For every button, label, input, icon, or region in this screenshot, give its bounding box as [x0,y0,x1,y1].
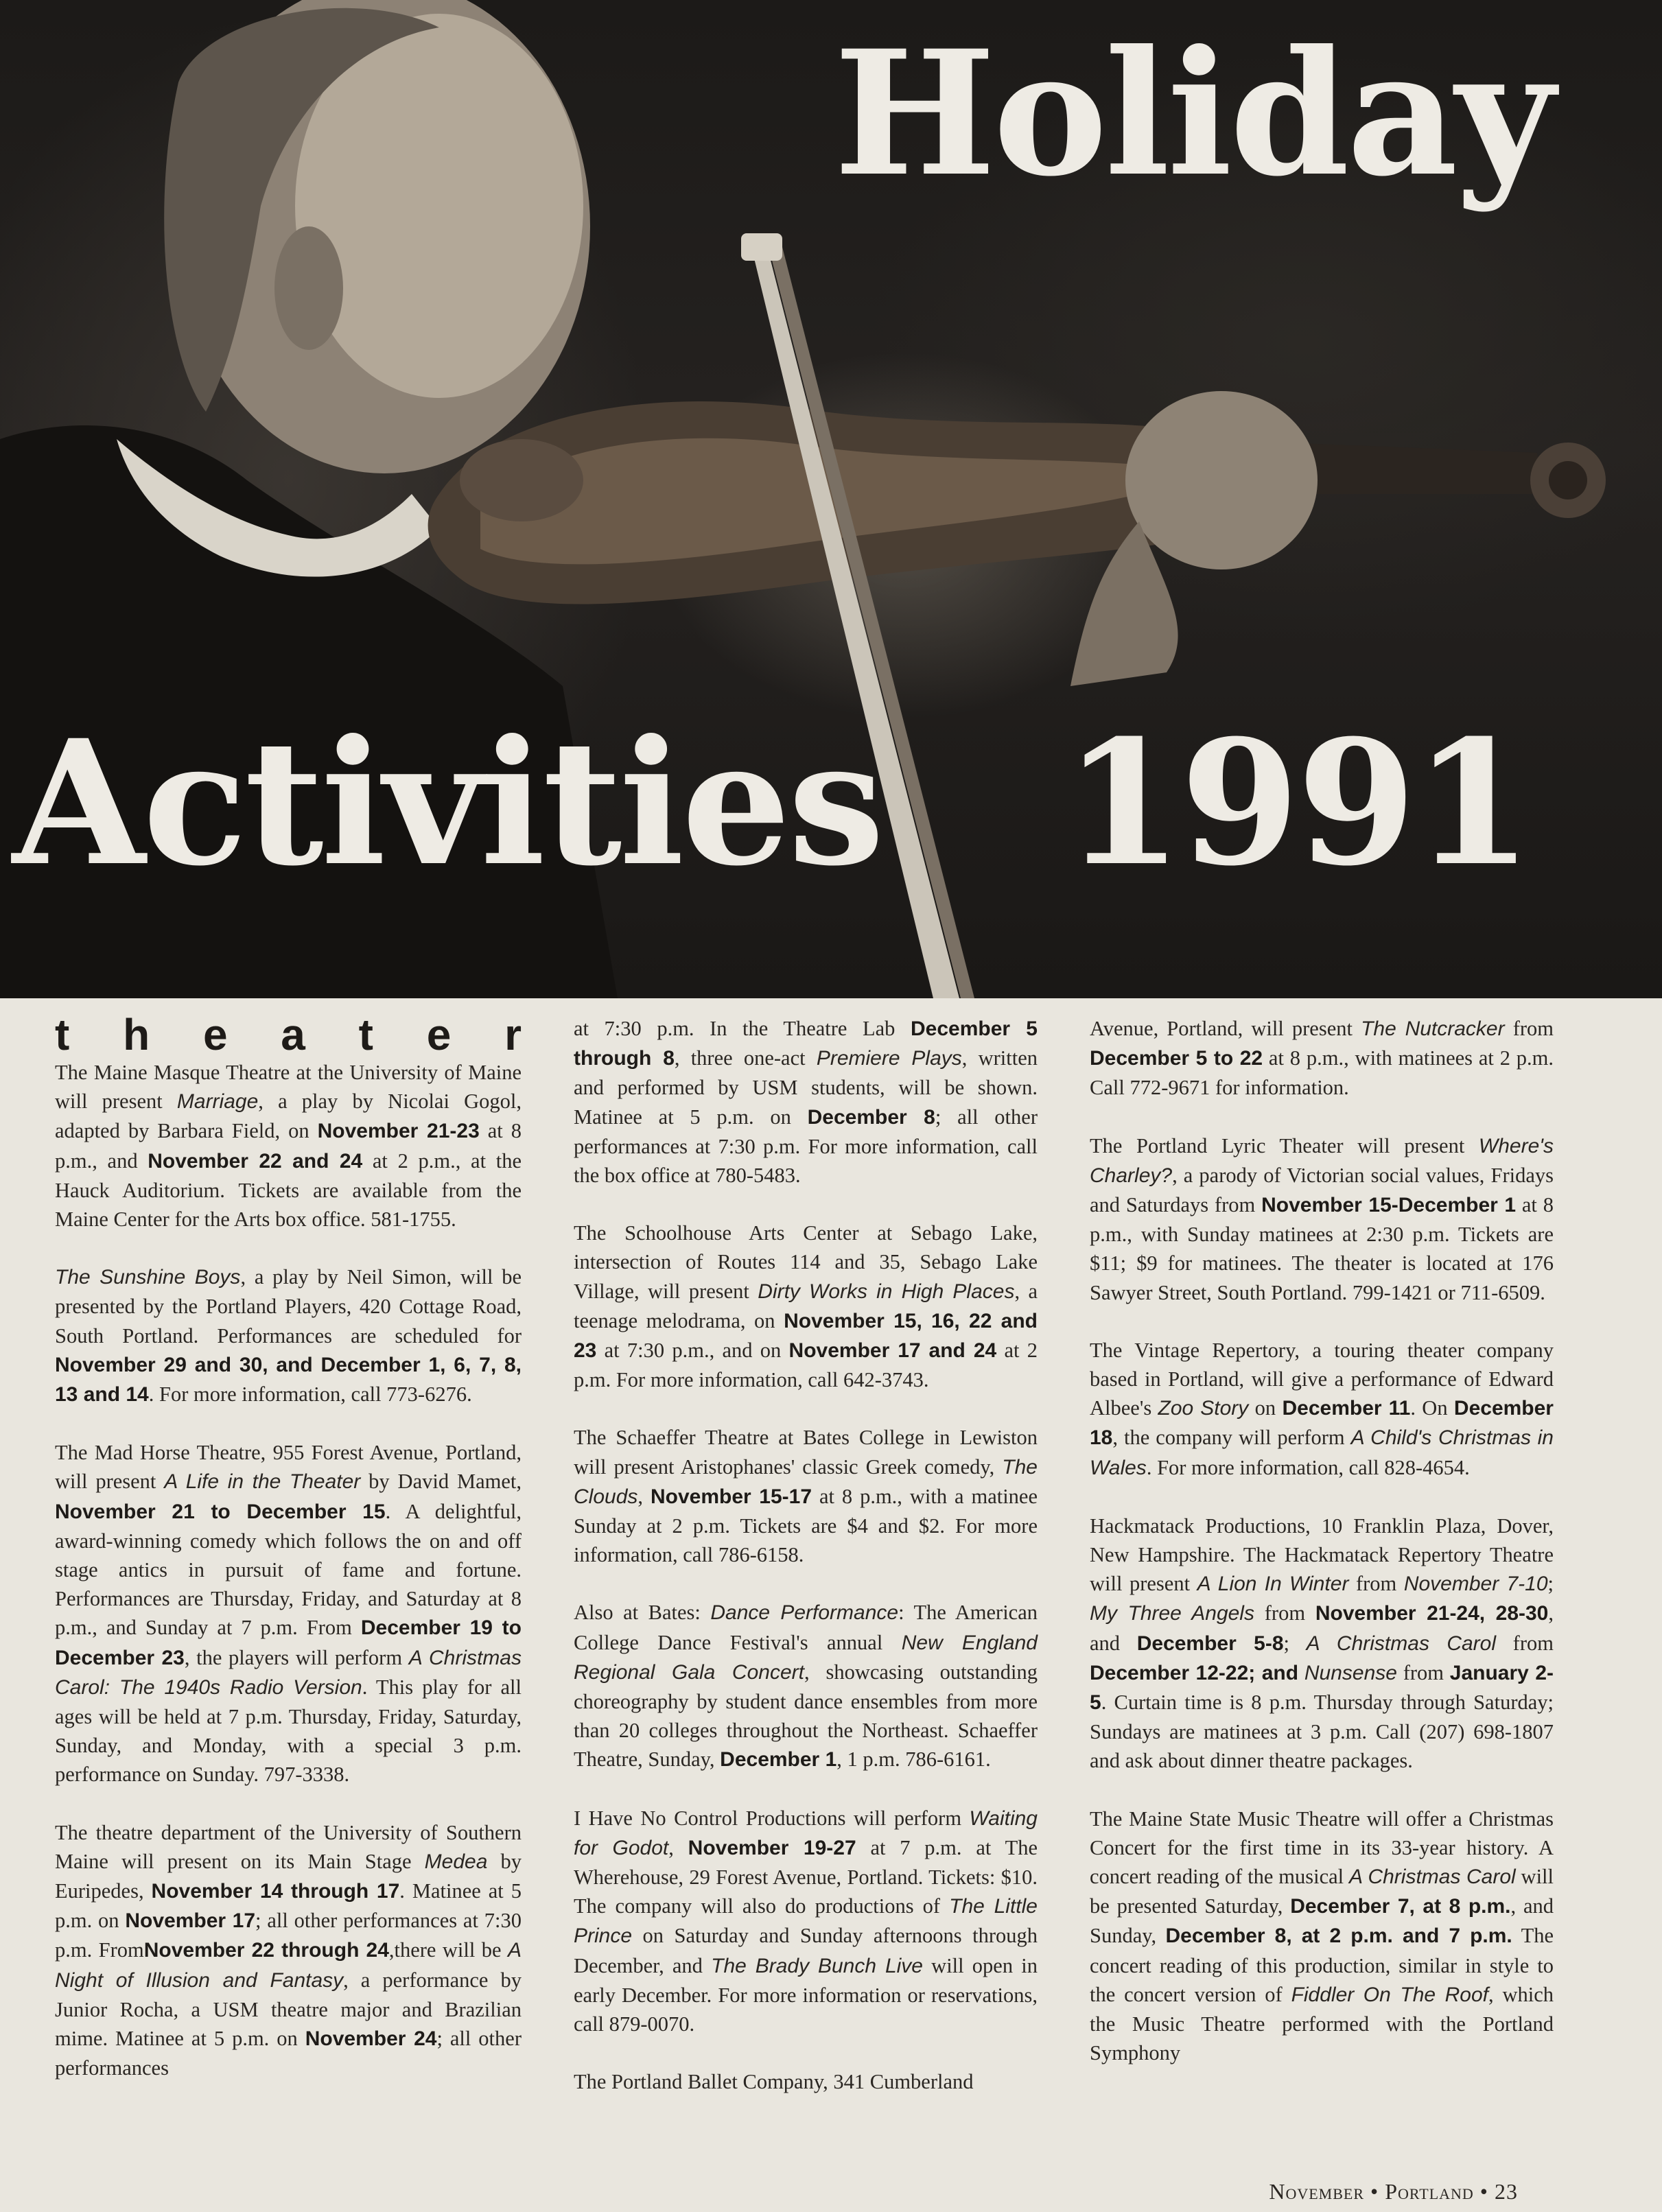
text-run: ; all other performances [55,2027,522,2080]
text-run: at 7 p.m. at The Wherehouse, 29 Forest Avenue, Portland. Tickets: $10. The company will also do productions of [574,1835,1038,1918]
footer-month: November [1269,2179,1365,2204]
text-run: from [1396,1660,1450,1684]
text-run: , the players will perform [184,1645,409,1669]
text-run: The Maine Masque Theatre at the University of Maine will present [55,1061,522,1114]
text-run: The Mad Horse Theatre, 955 Forest Avenue, Portland, will present [55,1441,522,1494]
page-footer [1269,2179,1518,2204]
hero-photo [0,0,1662,998]
listing-usm-theatre-lab [574,1014,1038,1190]
text-run: ; [1547,1572,1554,1596]
text-run: . A delightful, award-winning comedy which follows the on and off stage antics in pursuit of fame and fortune. Performances are Thursday, Friday, and Saturday at 8 p.m., and Sunday at 7 p.m. From [55,1499,522,1640]
text-run: , and Sunday, [1090,1894,1554,1948]
text-run: The Schoolhouse Arts Center at Sebago Lake, intersection of Routes 114 and 35, Sebago Lake Village, will present [574,1221,1038,1303]
text-run: ; all other performances at 7:30 p.m. For more information, call the box office at 780-5483. [574,1105,1038,1188]
column-1 [55,1010,522,2112]
listing-schaeffer-theatre [574,1423,1038,1569]
text-run: , a teenage melodrama, on [574,1279,1038,1332]
text-run: by David Mamet, [360,1470,522,1494]
bold-run: November 17 [125,1909,256,1933]
listing-portland-lyric [1090,1131,1554,1307]
bold-run: December 19 to December 23 [55,1616,522,1669]
listing-portland-ballet [574,2067,1038,2096]
listing-usm-theatre [55,1818,522,2083]
italic-run: Where's Charley? [1090,1134,1554,1187]
text-run: . This play for all ages will be held at 7 p.m. Thursday, Friday, Saturday, Sunday, and Monday, with a special 3 p.m. performance on Sunday. 797-3338. [55,1675,522,1787]
heading-letter: e [426,1010,452,1059]
headline-activities: Activities [12,702,882,904]
text-run: , the company will perform [1112,1426,1351,1450]
bold-run: November 15, 16, 22 and 23 [574,1309,1038,1363]
text-run [1298,1661,1304,1684]
page-number: 23 [1495,2179,1518,2204]
bold-run: November 14 through 17 [151,1880,400,1903]
text-run: The Portland Lyric Theater will present [1090,1133,1479,1157]
bold-run: December 1 [720,1748,837,1772]
listing-no-control [574,1804,1038,2039]
text-run: . On [1410,1396,1454,1420]
footer-magazine: Portland [1385,2179,1474,2204]
listing-nutcracker [1090,1014,1554,1103]
text-run: , written and performed by USM students, will be shown. Matinee at 5 p.m. on [574,1046,1038,1129]
text-run: I Have No Control Productions will perform [574,1806,970,1830]
text-run: by Euripedes, [55,1849,522,1903]
bold-run: December 5-8 [1136,1632,1284,1655]
listing-hackmatack [1090,1511,1554,1776]
text-run: at 8 p.m., with a matinee Sunday at 2 p.m. Tickets are $4 and $2. For more information, call 786-6158. [574,1484,1038,1567]
column-3 [1090,1014,1554,2097]
listing-vintage-repertory [1090,1336,1554,1483]
text-run: . Matinee at 5 p.m. on [55,1879,522,1933]
bold-run: November 22 and 24 [148,1149,363,1173]
text-run: , showcasing outstanding choreography by student dance ensembles from more than 20 colleges throughout the Northeast. Schaeffer Theatre, Sunday, [574,1660,1038,1772]
text-run: ; [1283,1631,1307,1655]
text-run: on Saturday and Sunday afternoons through December, and [574,1924,1038,1977]
text-run: at 8 p.m., with Sunday matinees at 2:30 p.m. Tickets are $11; $9 for matinees. The theater is located at 176 Sawyer Street, South Portland. 799-1421 or 711-6509. [1090,1193,1554,1304]
heading-letter: r [504,1010,522,1059]
text-run: : The American College Dance Festival's annual [574,1601,1038,1654]
footer-bullet: • [1479,2179,1488,2204]
bold-run: November 15-December 1 [1261,1194,1517,1217]
text-run: at 7:30 p.m. In the Theatre Lab [574,1017,911,1040]
bold-run: November 21-24, 28-30 [1315,1602,1549,1625]
listing-bates-dance [574,1598,1038,1774]
bold-run: November 24 [305,2027,437,2051]
text-run: Hackmatack Productions, 10 Franklin Plaza, Dover, New Hampshire. The Hackmatack Repertory Theatre will present [1090,1514,1554,1596]
italic-run: November 7-10 [1403,1573,1548,1596]
text-run: . For more information, call 773-6276. [148,1382,472,1407]
text-run: , [668,1835,688,1859]
heading-letter: e [202,1010,228,1059]
headline-holiday: Holiday [834,12,1552,214]
italic-run: A Life in the Theater [164,1470,361,1494]
heading-letter: h [123,1010,150,1059]
italic-run: Nunsense [1304,1661,1397,1684]
italic-run: Premiere Plays [816,1047,962,1070]
bold-run: December 5 through 8 [574,1017,1038,1070]
bold-run: December 7, at 8 p.m. [1290,1895,1511,1918]
italic-run: My Three Angels [1090,1602,1254,1625]
bold-run: December 8 [807,1105,935,1129]
italic-run: The Clouds [574,1455,1038,1508]
text-run: at 8 p.m., and [55,1119,522,1173]
text-run: The concert reading of this production, similar in style to the concert version of [1090,1924,1554,2006]
italic-run: A Night of Illusion and Fantasy [55,1939,522,1992]
text-run: The Portland Ballet Company, 341 Cumberland [574,2070,974,2094]
bold-run: November 29 and 30, and December 1, 6, 7, 8, 13 and 14 [55,1353,522,1407]
heading-letter: a [281,1010,305,1059]
text-run: , three one-act [674,1046,817,1070]
heading-letter: t [55,1010,70,1059]
text-run: will open in early December. For more information or reservations, call 879-0070. [574,1953,1038,2036]
text-run: , [637,1484,651,1508]
text-run: on [1248,1396,1283,1420]
listing-schoolhouse-arts [574,1219,1038,1394]
italic-run: Waiting for Godot [574,1807,1038,1859]
italic-run: Medea [424,1850,488,1873]
italic-run: Zoo Story [1158,1397,1249,1420]
bold-run: November 19-27 [688,1836,856,1859]
bold-run: December 8, at 2 p.m. and 7 p.m. [1165,1925,1512,1948]
text-run: at 2 p.m., at the Hauck Auditorium. Tickets are available from the Maine Center for the Arts box office. 581-1755. [55,1149,522,1232]
text-run: at 8 p.m., with matinees at 2 p.m. Call 772-9671 for information. [1090,1046,1554,1100]
italic-run: A Lion In Winter [1197,1573,1349,1596]
italic-run: Marriage [176,1090,259,1114]
text-run: ; all other performances at 7:30 p.m. From [55,1909,522,1962]
heading-letter: t [358,1010,373,1059]
text-run: The Maine State Music Theatre will offer a Christmas Concert for the first time in its 33-year history. A concert reading of the musical [1090,1807,1554,1889]
text-run: The Vintage Repertory, a touring theater company based in Portland, will give a performance of Edward Albee's [1090,1338,1554,1420]
bold-run: December 5 to 22 [1090,1047,1263,1070]
italic-run: Dance Performance [710,1601,899,1625]
bold-run: January 2-5 [1090,1661,1554,1715]
article-columns [0,1010,1662,2153]
text-run: Also at Bates: [574,1601,711,1625]
text-run: will be presented Saturday, [1090,1865,1554,1918]
listing-sunshine-boys [55,1262,522,1409]
text-run: . For more information, call 828-4654. [1146,1455,1470,1479]
text-run: , 1 p.m. 786-6161. [836,1748,991,1772]
headline-year: 1991 [1064,702,1530,904]
footer-bullet: • [1370,2179,1379,2204]
column-2 [574,1014,1038,2126]
section-heading-theater [55,1010,522,1059]
text-run: , and [1090,1601,1554,1655]
listing-maine-masque [55,1058,522,1234]
text-run: , a performance by Junior Rocha, a USM theatre major and Brazilian mime. Matinee at 5 p.m. on [55,1968,522,2051]
text-run: from [1254,1601,1315,1625]
bold-run: November 17 and 24 [788,1339,997,1363]
bold-run: December 11 [1282,1397,1411,1420]
text-run: . Curtain time is 8 p.m. Thursday through Saturday; Sundays are matinees at 3 p.m. Call (207) 698-1807 and ask about dinner theatre packages. [1090,1691,1554,1773]
text-run: , a parody of Victorian social values, Fridays and Saturdays from [1090,1163,1554,1217]
italic-run: New England Regional Gala Concert [574,1631,1038,1684]
bold-run: December 18 [1090,1397,1554,1450]
text-run: from [1504,1017,1554,1040]
italic-run: Fiddler On The Roof [1291,1983,1488,2006]
text-run: , a play by Nicolai Gogol, adapted by Barbara Field, on [55,1090,522,1143]
italic-run: A Christmas Carol: The 1940s Radio Version [55,1646,522,1699]
bold-run: November 22 through 24 [143,1939,389,1962]
italic-run: A Christmas Carol [1306,1632,1497,1655]
italic-run: Dirty Works in High Places [758,1280,1015,1303]
text-run: from [1496,1631,1554,1655]
bold-run: November 21-23 [317,1120,480,1143]
bold-run: November 15-17 [650,1485,812,1508]
text-run: at 7:30 p.m., and on [596,1339,789,1363]
text-run: at 2 p.m. For more information, call 642-3743. [574,1339,1038,1392]
italic-run: The Nutcracker [1361,1017,1505,1040]
text-run: from [1348,1572,1404,1596]
bold-run: November 21 to December 15 [55,1500,386,1523]
text-run: Avenue, Portland, will present [1090,1017,1361,1040]
italic-run: The Brady Bunch Live [711,1954,923,1977]
text-run: The Schaeffer Theatre at Bates College in Lewiston will present Aristophanes' classic Greek comedy, [574,1426,1038,1479]
bold-run: December 12-22; and [1090,1661,1299,1684]
text-run: , which the Music Theatre performed with the Portland Symphony [1090,1982,1554,2065]
text-run: , a play by Neil Simon, will be presented by the Portland Players, 420 Cottage Road, South Portland. Performances are scheduled for [55,1265,522,1348]
italic-run: A Christmas Carol [1348,1866,1516,1889]
text-run: The theatre department of the University of Southern Maine will present on its Main Stage [55,1820,522,1873]
listing-mad-horse [55,1438,522,1789]
italic-run: A Child's Christmas in Wales [1090,1426,1554,1479]
italic-run: The Sunshine Boys [55,1266,241,1289]
text-run: ,there will be [388,1938,508,1962]
listing-maine-state-music [1090,1804,1554,2068]
italic-run: The Little Prince [574,1895,1038,1948]
